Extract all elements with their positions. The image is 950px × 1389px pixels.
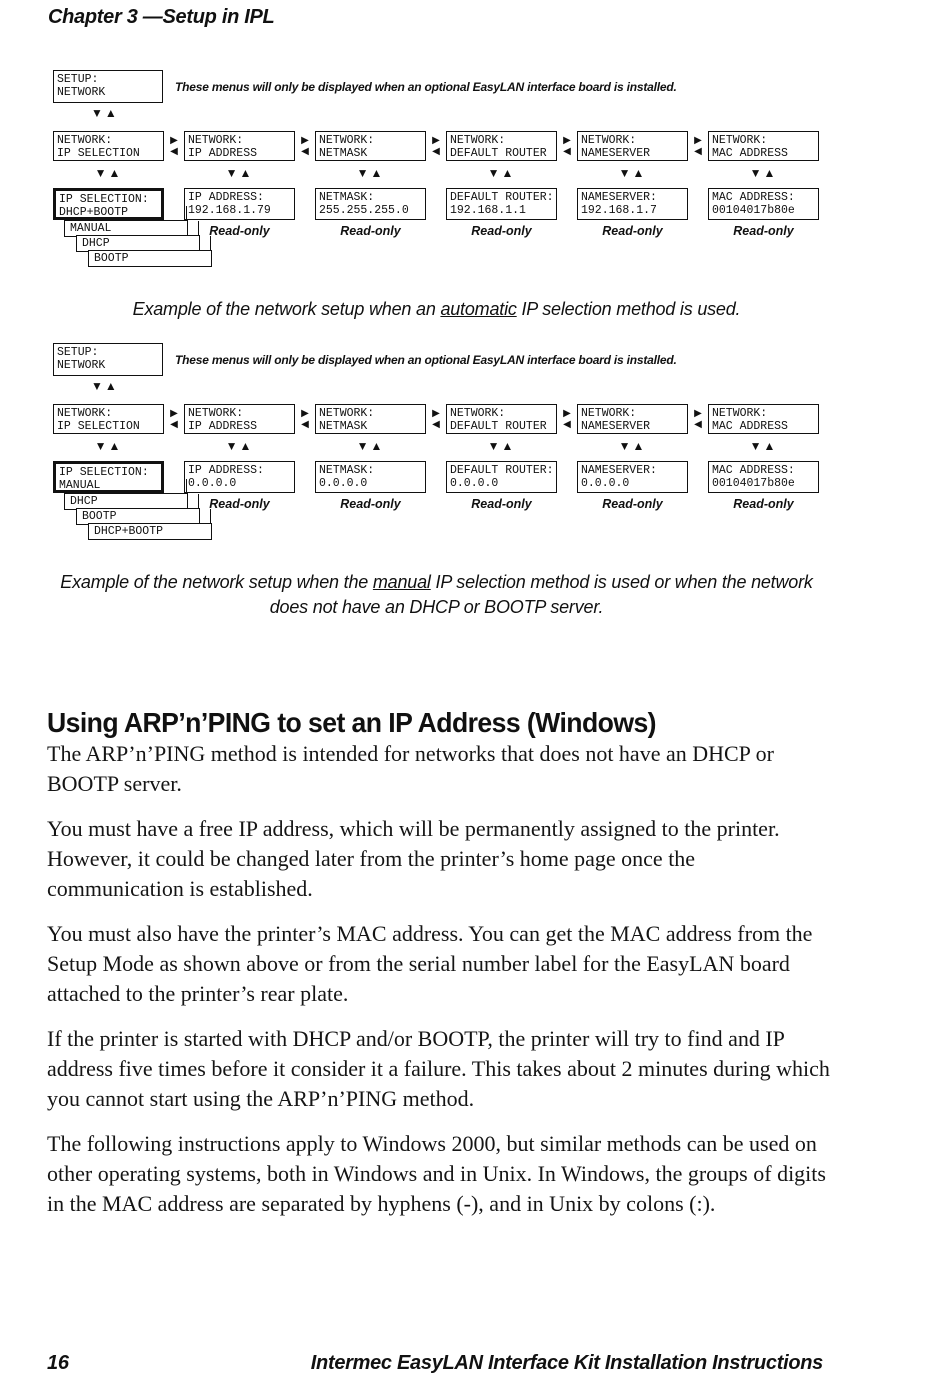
lcd-line: NETWORK:	[188, 407, 244, 420]
cascade-connector-line	[198, 221, 199, 236]
next-arrow-icon: ▶	[301, 134, 309, 146]
caption-text: IP selection method is used.	[521, 299, 741, 319]
lcd-line: SETUP:	[57, 73, 99, 86]
prev-arrow-icon: ◀	[694, 418, 702, 430]
lcd-line: 00104017b80e	[712, 204, 795, 217]
caption-emphasis: automatic	[440, 299, 517, 319]
lcd-line: NETMASK	[319, 147, 368, 160]
lcd-line: IP ADDRESS:	[188, 464, 264, 477]
easylan-note: These menus will only be displayed when an optional EasyLAN interface board is installed.	[175, 79, 677, 94]
up-down-arrows-icon: ▼▲	[749, 166, 778, 180]
lcd-line: DHCP+BOOTP	[59, 206, 129, 219]
lcd-line: 00104017b80e	[712, 477, 795, 490]
lcd-line: NETWORK:	[319, 407, 375, 420]
next-arrow-icon: ▶	[432, 134, 440, 146]
value-box-ip-address	[184, 188, 295, 220]
lcd-line: NETWORK:	[581, 407, 637, 420]
up-down-arrows-icon: ▼▲	[225, 439, 254, 453]
lcd-line: MAC ADDRESS:	[712, 191, 795, 204]
value-box-netmask	[315, 188, 426, 220]
cascade-option-dhcp: DHCP	[64, 493, 188, 510]
value-box-default-router	[446, 188, 557, 220]
menu-nav-arrows	[295, 131, 315, 161]
cascade-option-bootp: BOOTP	[88, 250, 212, 267]
lcd-line: NETWORK:	[712, 134, 768, 147]
prev-arrow-icon: ◀	[694, 145, 702, 157]
cascade-option-bootp: BOOTP	[76, 508, 200, 525]
lcd-line: NETMASK	[319, 420, 368, 433]
section-heading: Using ARP’n’PING to set an IP Address (Windows)	[47, 706, 656, 738]
read-only-label: Read-only	[471, 497, 532, 511]
next-arrow-icon: ▶	[432, 407, 440, 419]
cascade-connector-line	[210, 509, 211, 524]
body-paragraph: The ARP’n’PING method is intended for networks that does not have an DHCP or BOOTP server.	[47, 741, 774, 796]
lcd-line: NETWORK:	[450, 134, 506, 147]
lcd-line: IP ADDRESS	[188, 420, 258, 433]
next-arrow-icon: ▶	[694, 407, 702, 419]
body-text	[47, 739, 831, 1234]
value-box-default-router	[446, 461, 557, 493]
body-paragraph: You must also have the printer’s MAC address. You can get the MAC address from the Setup Mode as shown above or from the serial number label for the EasyLAN board attached to the printer’s rear plate.	[47, 921, 813, 1006]
up-down-arrows-icon: ▼▲	[94, 439, 123, 453]
cascade-option-dhcp: DHCP	[76, 235, 200, 252]
caption-text: IP selection method is used or when the network does not have an DHCP or BOOTP server.	[269, 572, 813, 617]
up-down-arrows-icon: ▼▲	[356, 166, 385, 180]
footer-title: Intermec EasyLAN Interface Kit Installation Instructions	[310, 1352, 823, 1374]
cascade-connector-line	[186, 479, 187, 494]
next-arrow-icon: ▶	[170, 134, 178, 146]
next-arrow-icon: ▶	[563, 407, 571, 419]
lcd-line: NAMESERVER:	[581, 464, 657, 477]
lcd-line: 0.0.0.0	[319, 477, 368, 490]
lcd-line: 0.0.0.0	[450, 477, 499, 490]
body-paragraph: You must have a free IP address, which will be permanently assigned to the printer. However, it could be changed later from the printer’s home page once the communication is established.	[47, 816, 780, 901]
lcd-line: IP SELECTION:	[59, 193, 149, 206]
value-box-mac-address	[708, 461, 819, 493]
prev-arrow-icon: ◀	[170, 145, 178, 157]
diagram-caption-automatic	[53, 299, 820, 320]
prev-arrow-icon: ◀	[301, 418, 309, 430]
lcd-line: IP ADDRESS:	[188, 191, 264, 204]
lcd-line: DEFAULT ROUTER	[450, 147, 547, 160]
menu-box-ip-selection	[53, 131, 164, 161]
setup-network-box	[53, 70, 163, 103]
read-only-label: Read-only	[340, 497, 401, 511]
read-only-label: Read-only	[209, 497, 270, 511]
lcd-line: NETWORK:	[319, 134, 375, 147]
page-footer	[47, 1352, 823, 1375]
body-paragraph: If the printer is started with DHCP and/or BOOTP, the printer will try to find and IP address five times before it consider it a failure. This takes about 2 minutes during which you cannot start using the ARP’n’PING method.	[47, 1026, 830, 1111]
up-down-arrows-icon: ▼▲	[749, 439, 778, 453]
value-box-ip-selection	[53, 188, 164, 220]
menu-box-netmask	[315, 404, 426, 434]
lcd-line: 0.0.0.0	[188, 477, 237, 490]
lcd-line: MANUAL	[59, 479, 101, 492]
network-setup-diagram-automatic	[53, 70, 823, 275]
network-setup-diagram-manual	[53, 343, 823, 548]
menu-nav-arrows	[426, 404, 446, 434]
chapter-heading: Chapter 3 —Setup in IPL	[48, 6, 275, 28]
value-box-netmask	[315, 461, 426, 493]
menu-box-netmask	[315, 131, 426, 161]
cascade-connector-line	[186, 206, 187, 221]
lcd-line: IP SELECTION	[57, 147, 140, 160]
menu-box-default-router	[446, 131, 557, 161]
prev-arrow-icon: ◀	[170, 418, 178, 430]
value-box-mac-address	[708, 188, 819, 220]
footer-page-number: 16	[47, 1352, 69, 1374]
lcd-line: 192.168.1.1	[450, 204, 526, 217]
cascade-option-dhcp-bootp: DHCP+BOOTP	[88, 523, 212, 540]
lcd-line: 255.255.255.0	[319, 204, 409, 217]
next-arrow-icon: ▶	[301, 407, 309, 419]
lcd-line: MAC ADDRESS	[712, 420, 788, 433]
up-down-arrows-icon: ▼▲	[356, 439, 385, 453]
lcd-line: DEFAULT ROUTER:	[450, 191, 554, 204]
lcd-line: 0.0.0.0	[581, 477, 630, 490]
lcd-line: NETWORK:	[712, 407, 768, 420]
menu-box-default-router	[446, 404, 557, 434]
menu-nav-arrows	[557, 131, 577, 161]
menu-box-ip-address	[184, 131, 295, 161]
menu-box-mac-address	[708, 131, 819, 161]
next-arrow-icon: ▶	[170, 407, 178, 419]
lcd-line: NETWORK:	[581, 134, 637, 147]
menu-nav-arrows	[688, 131, 708, 161]
up-down-arrows-icon: ▼▲	[618, 166, 647, 180]
read-only-label: Read-only	[602, 497, 663, 511]
value-box-ip-address	[184, 461, 295, 493]
lcd-line: NETWORK:	[57, 134, 113, 147]
read-only-label: Read-only	[602, 224, 663, 238]
value-box-nameserver	[577, 461, 688, 493]
menu-box-nameserver	[577, 404, 688, 434]
diagram-caption-manual	[53, 570, 820, 620]
read-only-label: Read-only	[733, 224, 794, 238]
up-down-arrows-icon: ▼▲	[91, 379, 119, 393]
menu-box-mac-address	[708, 404, 819, 434]
up-down-arrows-icon: ▼▲	[91, 106, 119, 120]
lcd-line: NAMESERVER	[581, 420, 651, 433]
up-down-arrows-icon: ▼▲	[487, 439, 516, 453]
value-box-ip-selection	[53, 461, 164, 493]
up-down-arrows-icon: ▼▲	[618, 439, 647, 453]
up-down-arrows-icon: ▼▲	[487, 166, 516, 180]
next-arrow-icon: ▶	[694, 134, 702, 146]
body-paragraph: The following instructions apply to Windows 2000, but similar methods can be used on other operating systems, both in Windows and in Unix. In Windows, the groups of digits in the MAC address are separated by hyphens (-), and in Unix by colons (:).	[47, 1131, 826, 1216]
read-only-label: Read-only	[209, 224, 270, 238]
lcd-line: NETMASK:	[319, 464, 375, 477]
lcd-line: NETWORK:	[450, 407, 506, 420]
lcd-line: NAMESERVER:	[581, 191, 657, 204]
lcd-line: 192.168.1.7	[581, 204, 657, 217]
lcd-line: NETWORK	[57, 359, 106, 372]
read-only-label: Read-only	[471, 224, 532, 238]
prev-arrow-icon: ◀	[432, 145, 440, 157]
lcd-line: SETUP:	[57, 346, 99, 359]
value-box-nameserver	[577, 188, 688, 220]
setup-network-box	[53, 343, 163, 376]
menu-box-ip-address	[184, 404, 295, 434]
menu-nav-arrows	[164, 404, 184, 434]
prev-arrow-icon: ◀	[432, 418, 440, 430]
lcd-line: DEFAULT ROUTER:	[450, 464, 554, 477]
lcd-line: NETMASK:	[319, 191, 375, 204]
lcd-line: NETWORK	[57, 86, 106, 99]
lcd-line: DEFAULT ROUTER	[450, 420, 547, 433]
cascade-option-manual: MANUAL	[64, 220, 188, 237]
lcd-line: MAC ADDRESS	[712, 147, 788, 160]
easylan-note: These menus will only be displayed when an optional EasyLAN interface board is installed.	[175, 352, 677, 367]
caption-text: Example of the network setup when an	[132, 299, 436, 319]
up-down-arrows-icon: ▼▲	[225, 166, 254, 180]
cascade-connector-line	[198, 494, 199, 509]
next-arrow-icon: ▶	[563, 134, 571, 146]
read-only-label: Read-only	[733, 497, 794, 511]
caption-text: Example of the network setup when the	[60, 572, 369, 592]
menu-nav-arrows	[164, 131, 184, 161]
prev-arrow-icon: ◀	[563, 418, 571, 430]
read-only-label: Read-only	[340, 224, 401, 238]
lcd-line: IP SELECTION:	[59, 466, 149, 479]
menu-box-ip-selection	[53, 404, 164, 434]
lcd-line: NETWORK:	[188, 134, 244, 147]
menu-nav-arrows	[295, 404, 315, 434]
menu-nav-arrows	[426, 131, 446, 161]
caption-emphasis: manual	[372, 572, 431, 592]
up-down-arrows-icon: ▼▲	[94, 166, 123, 180]
prev-arrow-icon: ◀	[563, 145, 571, 157]
cascade-connector-line	[210, 236, 211, 251]
lcd-line: 192.168.1.79	[188, 204, 271, 217]
lcd-line: NAMESERVER	[581, 147, 651, 160]
prev-arrow-icon: ◀	[301, 145, 309, 157]
lcd-line: IP SELECTION	[57, 420, 140, 433]
lcd-line: IP ADDRESS	[188, 147, 258, 160]
menu-nav-arrows	[688, 404, 708, 434]
menu-nav-arrows	[557, 404, 577, 434]
lcd-line: MAC ADDRESS:	[712, 464, 795, 477]
lcd-line: NETWORK:	[57, 407, 113, 420]
menu-box-nameserver	[577, 131, 688, 161]
